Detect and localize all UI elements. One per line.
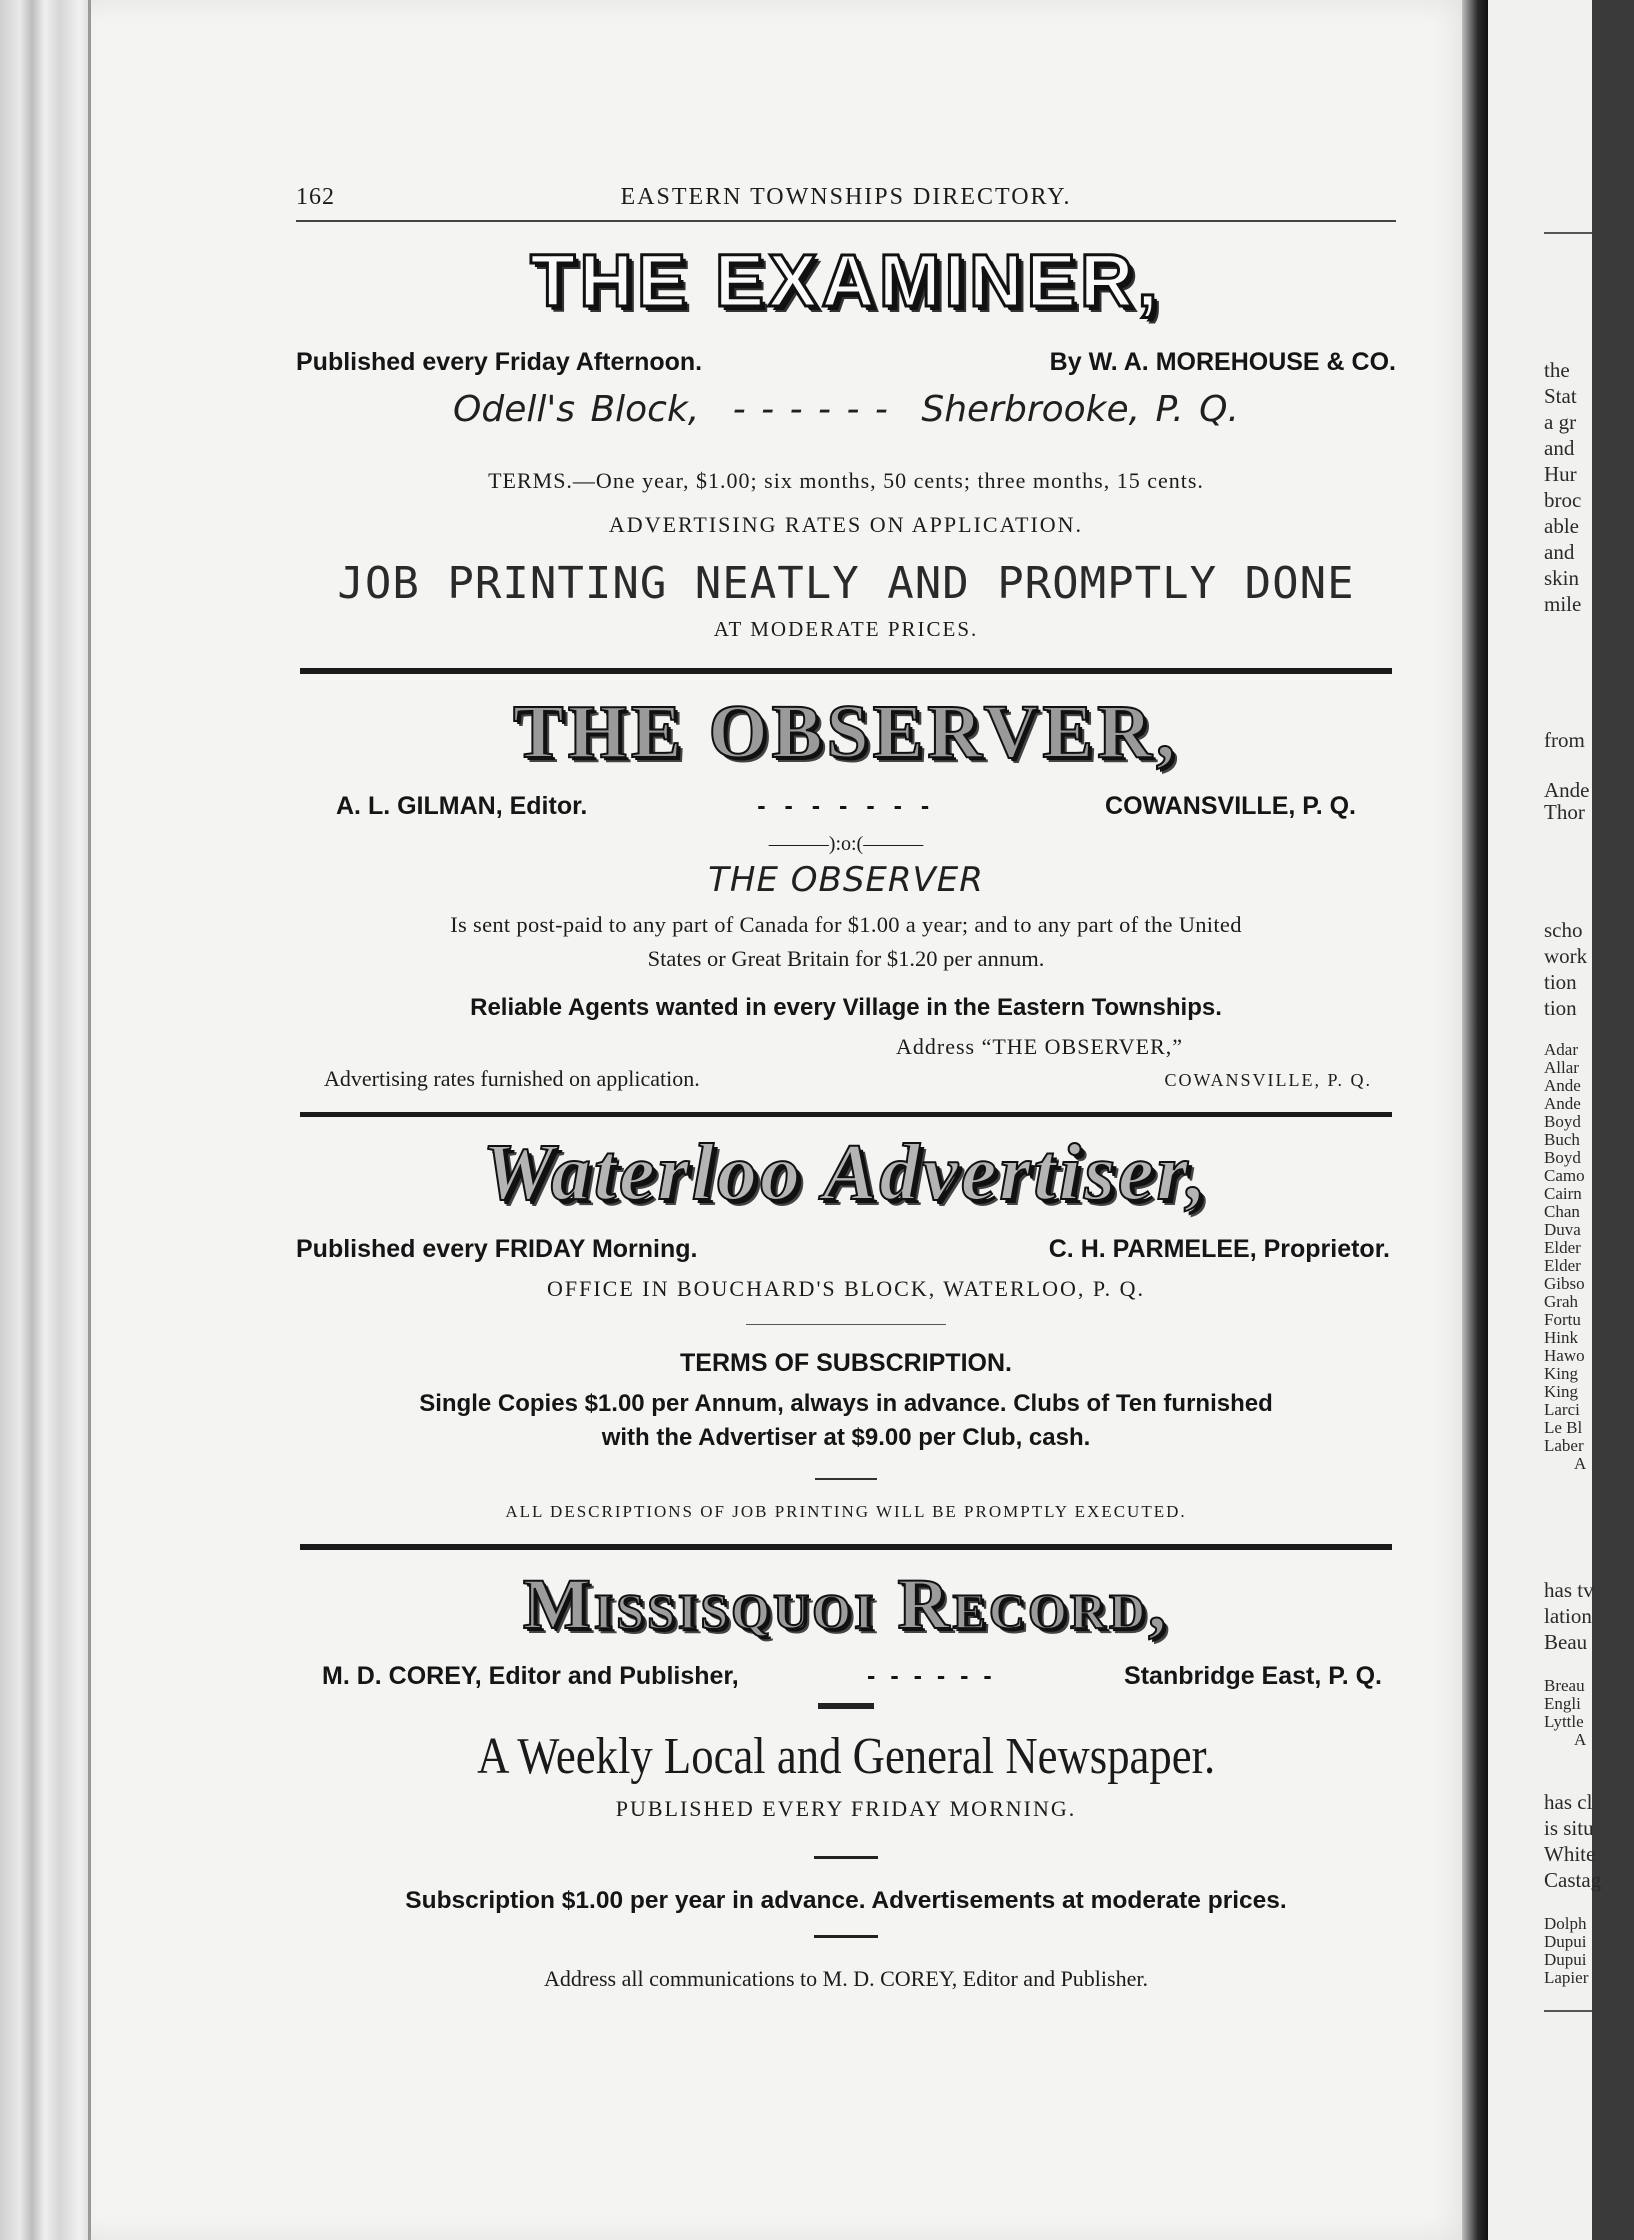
observer-sent-line2: States or Great Britain for $1.20 per annum. [647, 946, 1045, 971]
facing-page-text: lation [1544, 1604, 1592, 1628]
examiner-publisher: By W. A. MOREHOUSE & CO. [1049, 348, 1396, 376]
divider-rule [814, 1935, 878, 1938]
facing-page-text: scho [1544, 918, 1583, 942]
facing-page-text: broc [1544, 488, 1582, 512]
facing-page-text: Elder [1544, 1256, 1581, 1275]
facing-page-text: Elder [1544, 1238, 1581, 1257]
section-rule [300, 668, 1392, 674]
waterloo-terms-line1: Single Copies $1.00 per Annum, always in advance. Clubs of Ten furnished [419, 1390, 1273, 1417]
facing-page-text: Thor [1544, 800, 1585, 824]
examiner-location-left: Odell's Block, [453, 389, 700, 430]
observer-location: COWANSVILLE, P. Q. [1105, 792, 1356, 820]
facing-page-text: Ande [1544, 1094, 1581, 1113]
facing-page-text: work [1544, 944, 1588, 968]
observer-address: Address “THE OBSERVER,” [896, 1034, 1184, 1059]
book-edge [0, 0, 100, 2240]
facing-page-text: Allar [1544, 1058, 1579, 1077]
section-rule [300, 1544, 1392, 1550]
facing-page-text: tion [1544, 970, 1577, 994]
facing-page-text: tion [1544, 996, 1577, 1020]
facing-page-text: Castag [1544, 1868, 1602, 1892]
observer-dashes: - - - - - - - [757, 792, 936, 820]
facing-page-text: Cairn [1544, 1184, 1582, 1203]
page-number: 162 [296, 184, 335, 210]
waterloo-terms-heading: TERMS OF SUBSCRIPTION. [680, 1349, 1012, 1377]
facing-page-text: King [1544, 1382, 1578, 1401]
waterloo-job-printing: ALL DESCRIPTIONS OF JOB PRINTING WILL BE PROMPTLY EXECUTED. [505, 1502, 1187, 1521]
missisquoi-address: Address all communications to M. D. COREY, Editor and Publisher. [544, 1966, 1148, 1991]
examiner-ad [296, 239, 1396, 642]
missisquoi-ad [296, 1564, 1396, 1992]
facing-page-text: Lyttle [1544, 1712, 1584, 1731]
missisquoi-published: PUBLISHED EVERY FRIDAY MORNING. [615, 1796, 1077, 1821]
facing-page-text: King [1544, 1364, 1578, 1383]
running-title: EASTERN TOWNSHIPS DIRECTORY. [620, 184, 1072, 210]
facing-page-text: Fortu [1544, 1310, 1581, 1329]
facing-page-text: Ande [1544, 778, 1590, 802]
observer-sent-line1: Is sent post-paid to any part of Canada for $1.00 a year; and to any part of the United [450, 912, 1242, 937]
examiner-advertising: ADVERTISING RATES ON APPLICATION. [608, 512, 1084, 537]
section-rule [300, 1112, 1392, 1117]
facing-page-text: Larci [1544, 1400, 1580, 1419]
facing-page-text: Hur [1544, 462, 1577, 486]
facing-page-text: and [1544, 540, 1575, 564]
missisquoi-dashes: - - - - - - [867, 1662, 996, 1690]
page-content [296, 180, 1396, 1992]
page-header [296, 180, 1396, 222]
facing-page-text: a gr [1544, 410, 1577, 434]
facing-page-text: Gibso [1544, 1274, 1585, 1293]
facing-page-text: Laber [1544, 1436, 1584, 1455]
observer-ad [296, 690, 1396, 1092]
examiner-terms: TERMS.—One year, $1.00; six months, 50 cents; three months, 15 cents. [488, 468, 1204, 493]
facing-page-text: A [1574, 1454, 1587, 1473]
facing-page-text: Buch [1544, 1130, 1580, 1149]
facing-page-text: Dolph [1544, 1914, 1587, 1933]
examiner-masthead: THE EXAMINER, [530, 239, 1162, 322]
missisquoi-location: Stanbridge East, P. Q. [1124, 1662, 1382, 1690]
facing-page-text: skin [1544, 566, 1580, 590]
observer-ornament: ———):o:(——— [768, 833, 924, 855]
facing-page-text: Chan [1544, 1202, 1580, 1221]
facing-page-text: has tv [1544, 1578, 1594, 1602]
observer-address-town: COWANSVILLE, P. Q. [1164, 1070, 1372, 1090]
facing-page-text: A [1574, 1730, 1587, 1749]
facing-page-text: the [1544, 358, 1570, 382]
facing-page-text: Lapier [1544, 1968, 1589, 1987]
facing-page-text: and [1544, 436, 1575, 460]
facing-page-text: White [1544, 1842, 1596, 1866]
facing-page-text: Duva [1544, 1220, 1581, 1239]
waterloo-published: Published every FRIDAY Morning. [296, 1235, 698, 1263]
facing-page-text: Boyd [1544, 1112, 1581, 1131]
facing-page-text: Dupui [1544, 1950, 1587, 1969]
waterloo-proprietor: C. H. PARMELEE, Proprietor. [1048, 1235, 1390, 1263]
facing-page-text: Le Bl [1544, 1418, 1583, 1437]
observer-masthead: THE OBSERVER, [513, 690, 1179, 774]
examiner-published: Published every Friday Afternoon. [296, 348, 703, 376]
missisquoi-tagline: A Weekly Local and General Newspaper. [476, 1728, 1216, 1785]
divider-rule [814, 1856, 878, 1859]
waterloo-terms-line2: with the Advertiser at $9.00 per Club, cash. [601, 1424, 1091, 1451]
facing-page-text: Stat [1544, 384, 1577, 408]
facing-page-text: Grah [1544, 1292, 1578, 1311]
facing-page-rule [1544, 2010, 1592, 2012]
facing-page-text: is situ [1544, 1816, 1594, 1840]
facing-page-text: Beau [1544, 1630, 1588, 1654]
observer-advertising: Advertising rates furnished on application. [324, 1066, 700, 1091]
missisquoi-masthead: Missisquoi Record, [522, 1564, 1170, 1644]
facing-page-rule [1544, 232, 1592, 234]
examiner-job-printing: JOB PRINTING NEATLY AND PROMPTLY DONE [337, 558, 1355, 609]
facing-page-text: Engli [1544, 1694, 1581, 1713]
examiner-dashes: - - - - - - [732, 389, 888, 430]
facing-page-text: able [1544, 514, 1579, 538]
book-gutter [1462, 0, 1488, 2240]
facing-page-text: from [1544, 728, 1585, 752]
facing-page-text: Dupui [1544, 1932, 1587, 1951]
observer-editor: A. L. GILMAN, Editor. [336, 792, 588, 820]
missisquoi-editor: M. D. COREY, Editor and Publisher, [322, 1662, 739, 1690]
facing-page-text: Hink [1544, 1328, 1578, 1347]
waterloo-ad [296, 1129, 1396, 1522]
missisquoi-subscription: Subscription $1.00 per year in advance. Advertisements at moderate prices. [405, 1887, 1287, 1914]
observer-agents: Reliable Agents wanted in every Village in the Eastern Townships. [470, 994, 1222, 1021]
facing-page-text: has cl [1544, 1790, 1593, 1814]
waterloo-masthead: Waterloo Advertiser, [482, 1129, 1210, 1217]
examiner-location-right: Sherbrooke, P. Q. [921, 389, 1239, 430]
facing-page-text: mile [1544, 592, 1582, 616]
facing-page-text: Ande [1544, 1076, 1581, 1095]
observer-subtitle: THE OBSERVER [708, 860, 984, 900]
facing-page-text: Camo [1544, 1166, 1585, 1185]
divider-rule [815, 1478, 877, 1480]
facing-page [1488, 0, 1602, 2240]
divider-rule [818, 1703, 874, 1709]
divider-rule [746, 1324, 946, 1325]
facing-page-text: Breau [1544, 1676, 1585, 1695]
waterloo-office: OFFICE IN BOUCHARD'S BLOCK, WATERLOO, P. Q. [546, 1276, 1146, 1301]
facing-page-text: Hawo [1544, 1346, 1585, 1365]
examiner-moderate: AT MODERATE PRICES. [713, 617, 979, 641]
facing-page-text: Boyd [1544, 1148, 1581, 1167]
facing-page-text: Adar [1544, 1040, 1578, 1059]
